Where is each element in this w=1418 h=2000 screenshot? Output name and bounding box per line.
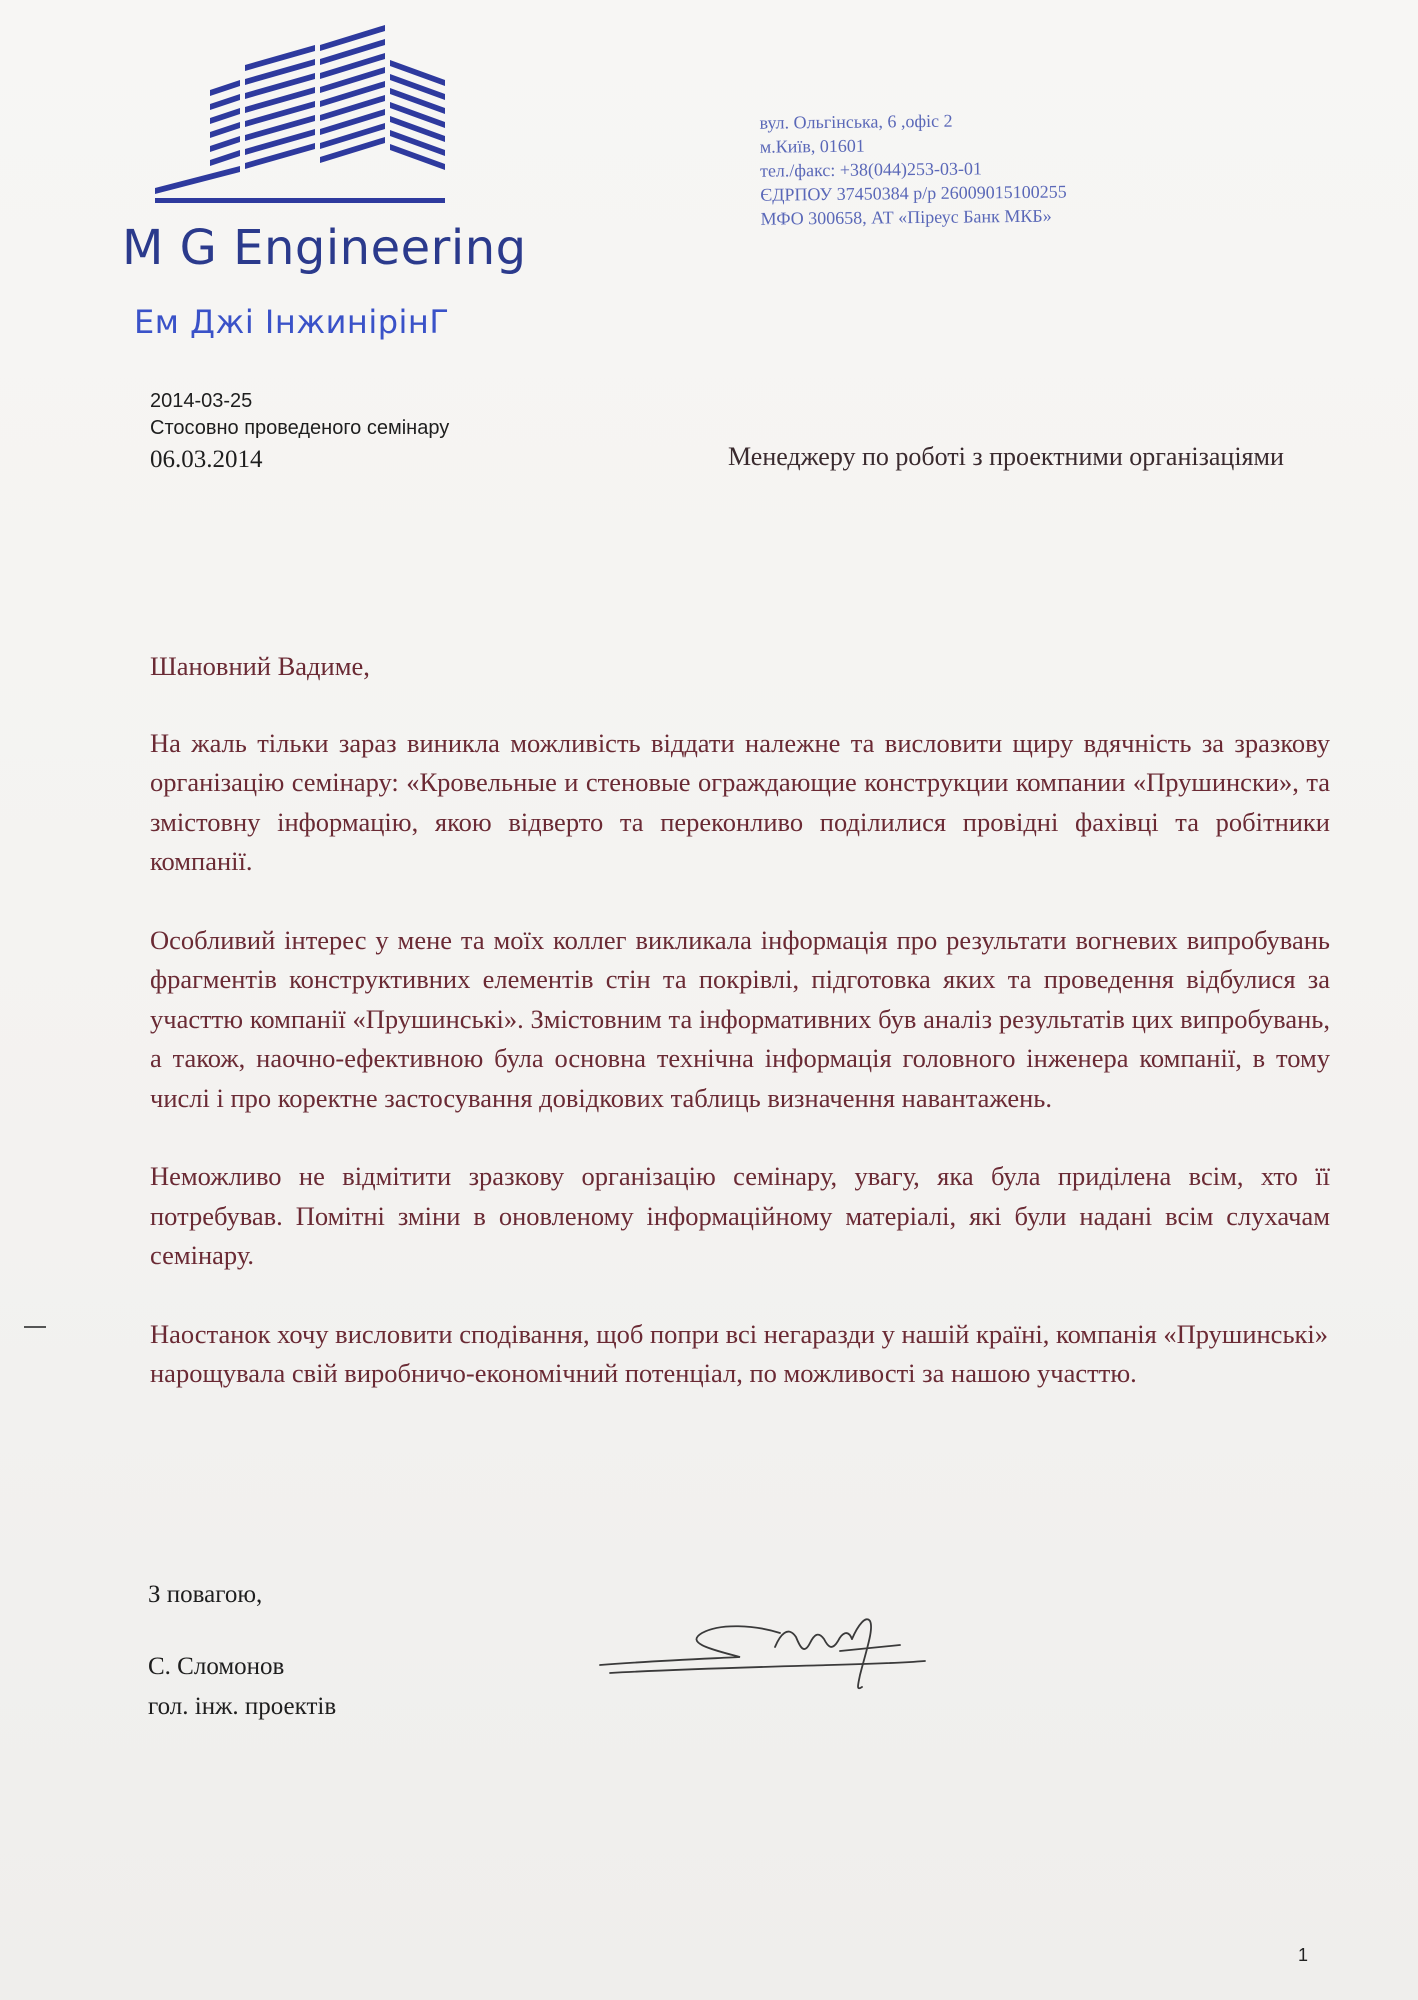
address-line-phone: тел./факс: +38(044)253-03-01: [759, 158, 983, 181]
letter-meta: [150, 388, 580, 473]
company-logo-buildings: [150, 20, 450, 205]
brand-name-ua: Ем Джі ІнжинірінГ: [134, 303, 450, 341]
page-number: 1: [1298, 1945, 1309, 1965]
address-line-street: вул. Ольгінська, 6 ,офіс 2: [759, 110, 953, 133]
recipient-line: Менеджеру по роботі з проектними організаціями: [728, 442, 1284, 471]
address-line-edrpou: ЄДРПОУ 37450384 р/р 26009015100255: [760, 181, 1067, 205]
signer-title: гол. інж. проектів: [148, 1693, 337, 1720]
brand-name-en: M G Engineering: [122, 220, 527, 276]
closing-block: [148, 1575, 548, 1727]
body-paragraph-1: На жаль тільки зараз виникла можливість віддати належне та висловити щиру вдячність за зразкову організацію семінару: «Кровельные и стеновые ограждающие конструкции компании «Прушински», та змістовну інформацію, якою відверто та переконливо поділилися провідні фахівці та робітники компанії.: [150, 727, 1330, 876]
reference-date: 06.03.2014: [150, 446, 263, 473]
margin-mark: [24, 1326, 46, 1328]
address-line-bank: МФО 300658, АТ «Піреус Банк МКБ»: [760, 205, 1052, 229]
letter-body: [150, 647, 1330, 1433]
body-paragraph-2: Особливий інтерес у мене та моїх коллег викликала інформація про результати вогневих випробувань фрагментів конструктивних елементів стін та покрівлі, підготовка яких та проведення відбулися за участтю компанії «Прушинські». Змістовним та інформативних був аналіз результатів цих випробувань, а також, наочно-ефективною була основна технічна інформація головного інженера компанії, в тому числі і про коректне застосування довідкових таблиць визначення навантажень.: [150, 924, 1330, 1113]
closing-phrase: З повагою,: [148, 1581, 263, 1608]
letter-subject: Стосовно проведеного семінару: [150, 417, 450, 439]
signer-name: С. Сломонов: [148, 1653, 285, 1680]
handwritten-signature: [590, 1595, 930, 1705]
address-line-city: м.Київ, 01601: [759, 135, 865, 157]
salutation: Шановний Вадиме,: [150, 651, 370, 681]
body-paragraph-4: Наостанок хочу висловити сподівання, щоб попри всі негаразди у нашій країні, компанія «Прушинські» нарощувала свій виробничо-економічний потенціал, по можливості за нашою участтю.: [150, 1318, 1329, 1388]
letter-date: 2014-03-25: [150, 390, 253, 412]
company-address-block: [759, 105, 1280, 230]
body-paragraph-3: Неможливо не відмітити зразкову організацію семінару, увагу, яка була приділена всім, хто її потребував. Помітні зміни в оновленому інформаційному матеріалі, які були надані всім слухачам семінару.: [150, 1161, 1330, 1270]
